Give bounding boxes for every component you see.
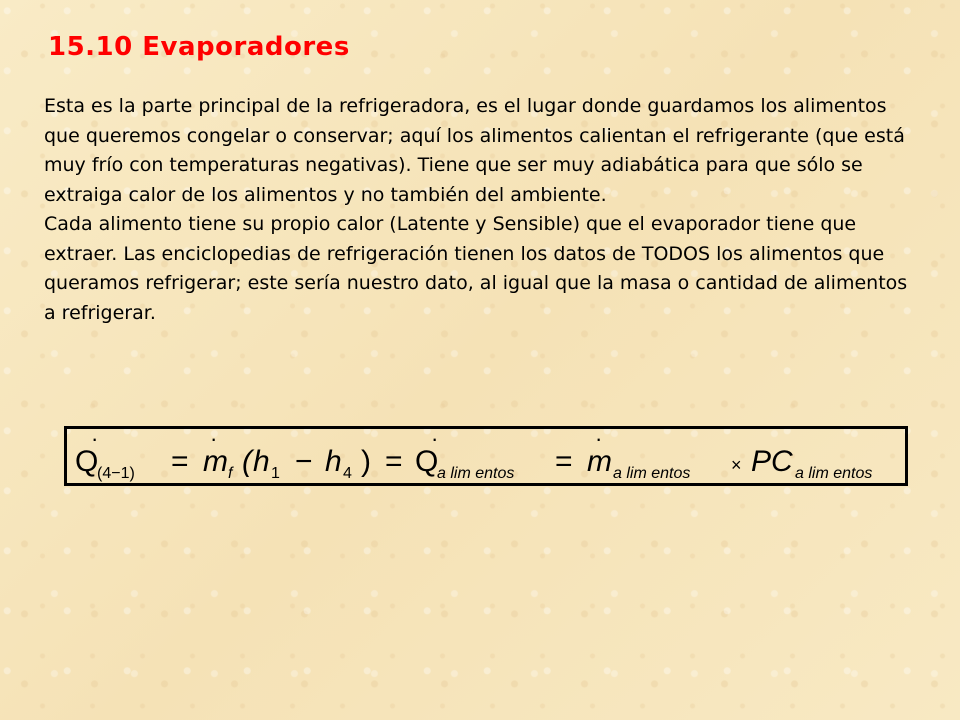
- formula-sub-alimentos-1: a lim entos: [437, 465, 515, 482]
- formula-h4: h: [325, 445, 342, 478]
- formula-times: ×: [731, 455, 742, 475]
- formula-equation: [67, 429, 905, 483]
- paragraph-1: Esta es la parte principal de la refrigeradora, es el lugar donde guardamos los alimentos que queremos congelar o conservar; aquí los alimentos calientan el refrigerante (que está muy frío con temperaturas negativas). Tiene que ser muy adiabática para que sólo se extraiga calor de los alimentos y no también del ambiente.: [44, 95, 905, 206]
- formula-paren-close: ): [361, 445, 371, 478]
- dot-m2: ·: [595, 429, 603, 451]
- formula-m: m: [203, 445, 228, 478]
- slide-title: 15.10 Evaporadores: [48, 32, 350, 62]
- formula-h1: h: [253, 445, 270, 478]
- formula-sub-41: (4−1): [97, 465, 135, 482]
- dot-q1: ·: [91, 429, 99, 451]
- formula-eq-1: =: [171, 445, 189, 478]
- dot-m1: ·: [210, 429, 218, 451]
- formula-m-2: m: [587, 445, 612, 478]
- body-text: [44, 92, 924, 328]
- formula-q-2: Q: [415, 445, 439, 478]
- formula-minus: −: [295, 445, 313, 478]
- formula-pc: PC: [751, 445, 793, 478]
- formula-eq-3: =: [555, 445, 573, 478]
- formula-sub-f: f: [228, 465, 233, 482]
- dot-q2: ·: [431, 429, 439, 451]
- formula-sub-alimentos-2: a lim entos: [613, 465, 691, 482]
- formula-paren-open: (: [242, 445, 252, 478]
- paragraph-2: Cada alimento tiene su propio calor (Latente y Sensible) que el evaporador tiene que extraer. Las enciclopedias de refrigeración tienen los datos de TODOS los alimentos que queramos refrigerar; este sería nuestro dato, al igual que la masa o cantidad de alimentos a refrigerar.: [44, 213, 908, 324]
- formula-q: Q: [75, 445, 99, 478]
- formula-sub-1: 1: [271, 465, 280, 482]
- formula-eq-2: =: [385, 445, 403, 478]
- formula-sub-4: 4: [343, 465, 352, 482]
- formula-box: [64, 426, 908, 486]
- formula-sub-alimentos-3: a lim entos: [795, 465, 873, 482]
